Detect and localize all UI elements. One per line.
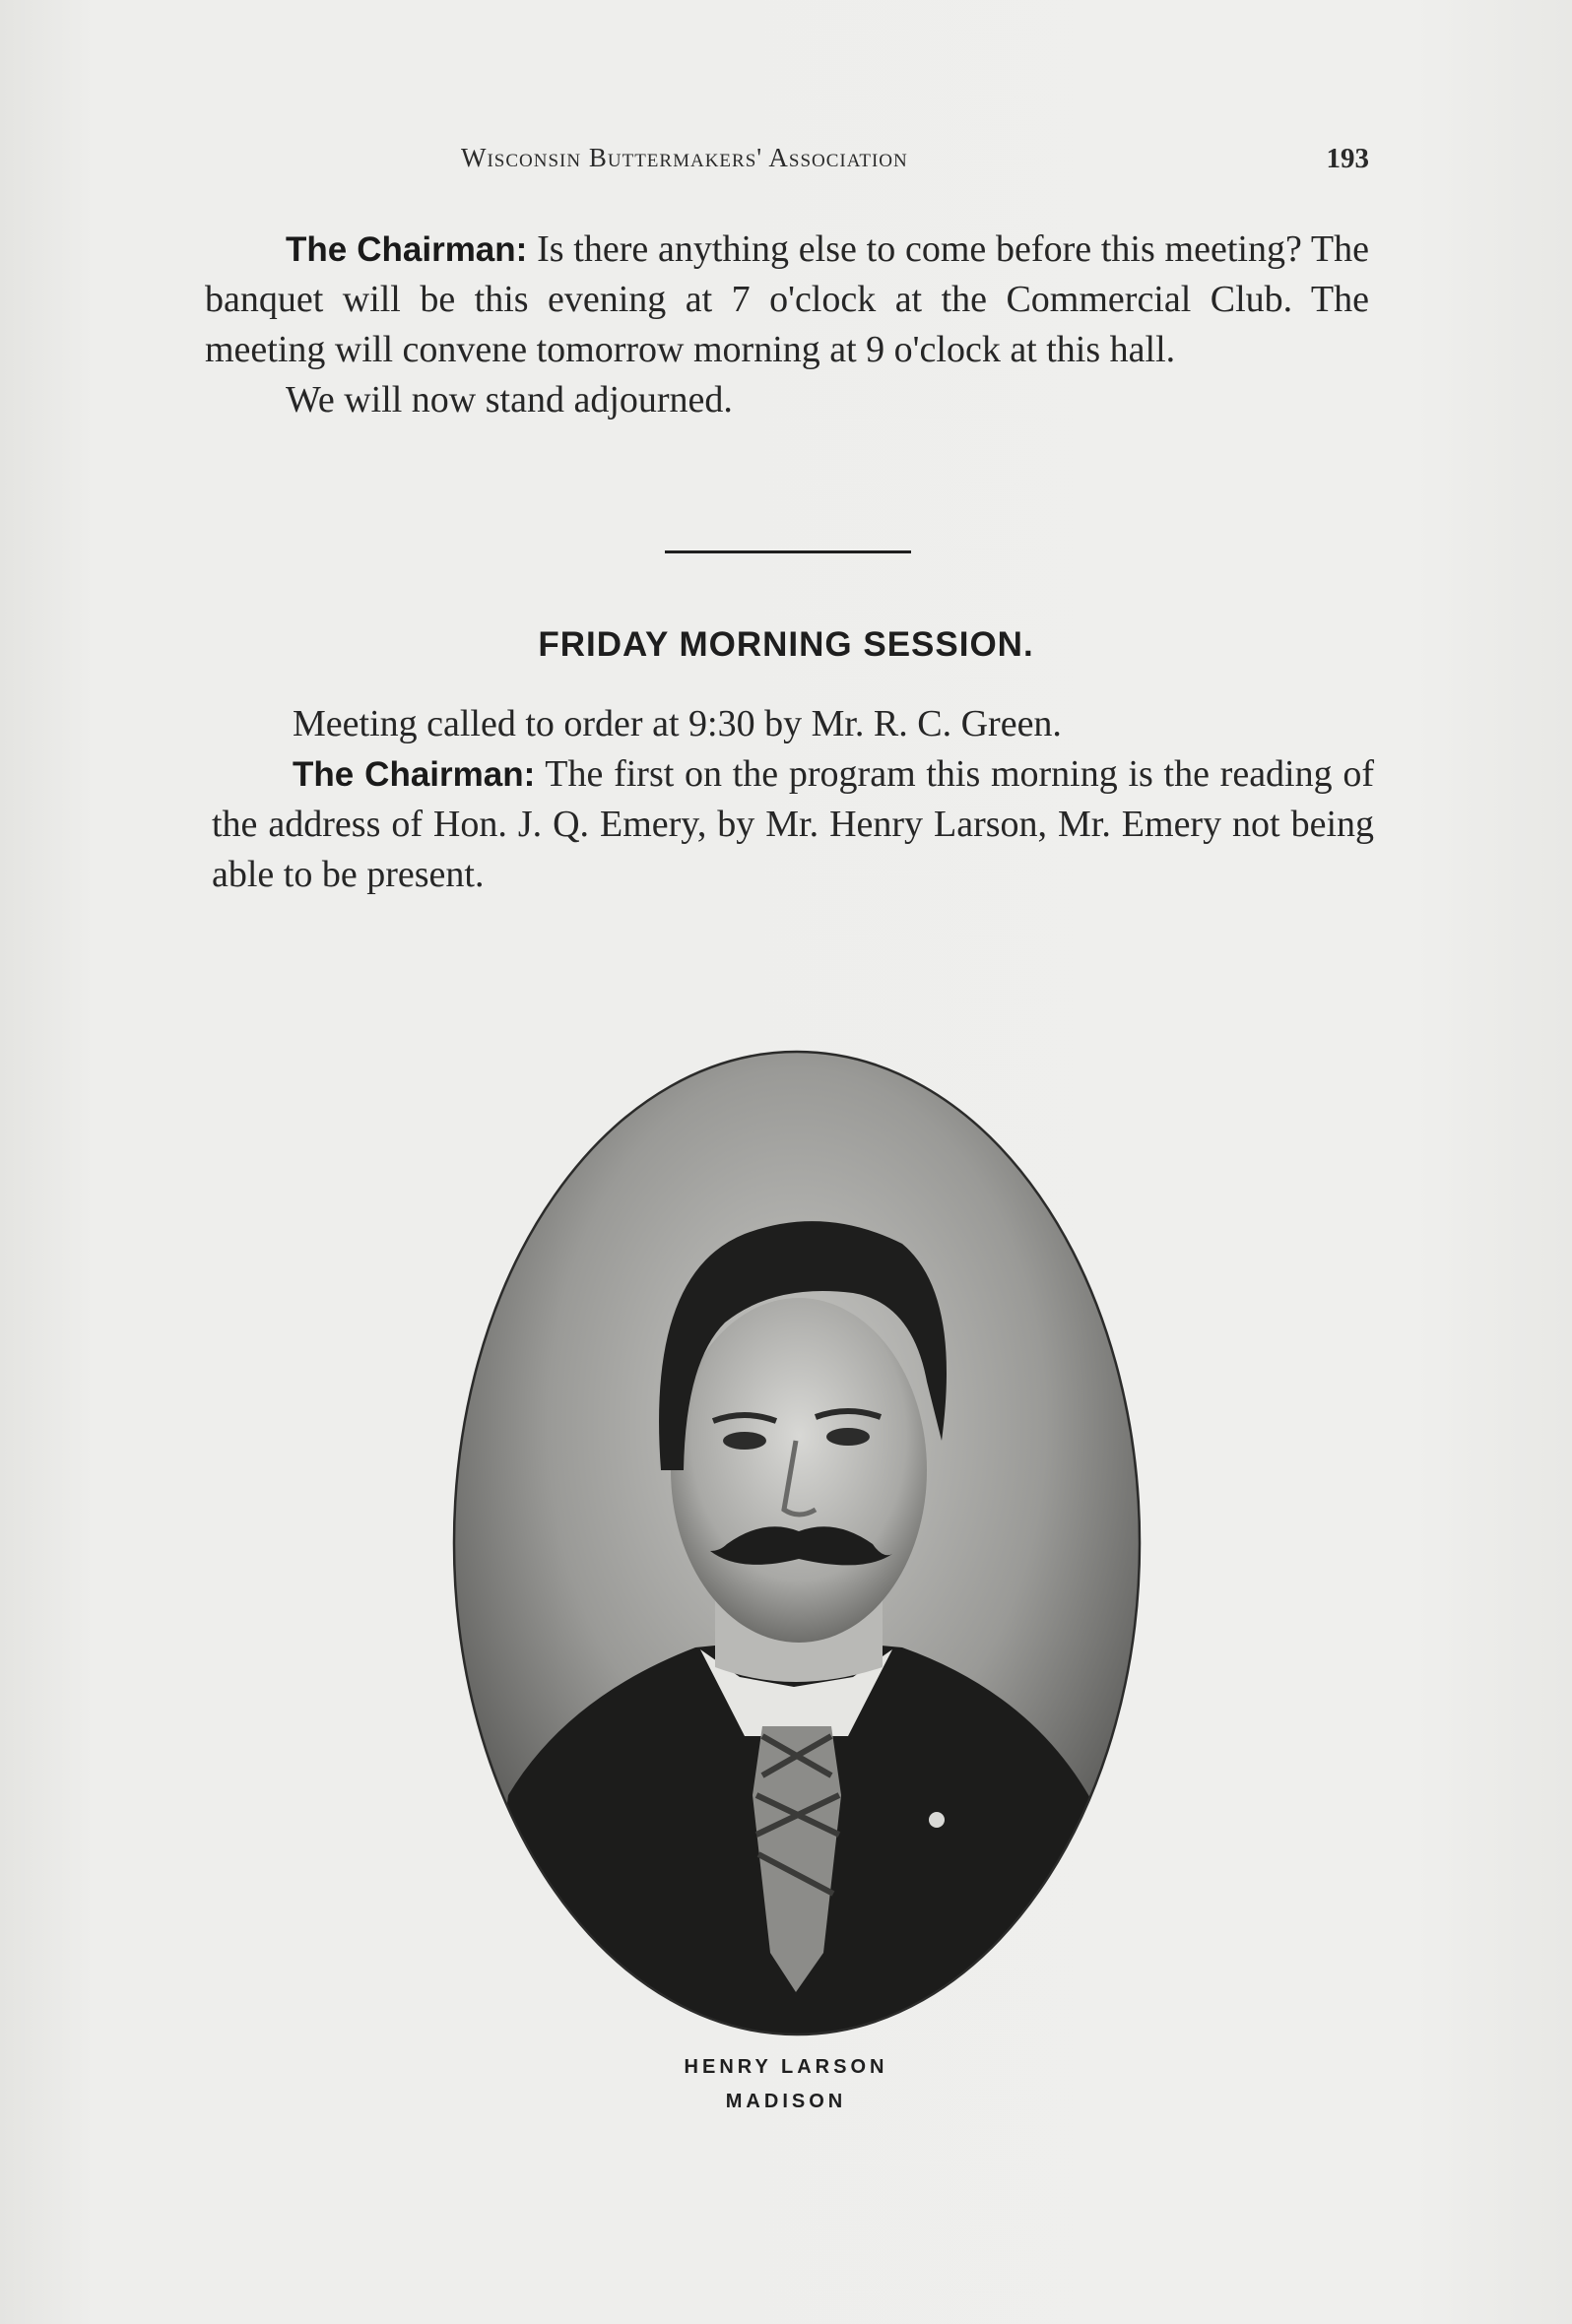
paragraph-text: Meeting called to order at 9:30 by Mr. R. C. Green.: [293, 703, 1062, 744]
portrait-photo: [449, 1047, 1145, 2039]
speaker-label: The Chairman:: [286, 230, 528, 269]
paragraph-text: The first on the program this morning is the reading of the address of Hon. J. Q. Emery, by Mr. Henry Larson, Mr. Emery not being able to be present.: [212, 753, 1374, 895]
paragraph: [212, 699, 1374, 749]
session-heading: FRIDAY MORNING SESSION.: [538, 625, 1034, 664]
portrait-caption-place: MADISON: [725, 2091, 847, 2112]
text-block-friday-morning: [212, 699, 1374, 900]
paragraph-text: We will now stand adjourned.: [286, 379, 733, 420]
paragraph: [205, 375, 1369, 425]
running-head: [207, 143, 1369, 182]
portrait-caption-name: HENRY LARSON: [684, 2056, 888, 2078]
section-divider: [665, 550, 911, 553]
page-number: 193: [1326, 143, 1369, 174]
running-title: Wisconsin Buttermakers' Association: [461, 143, 908, 172]
paragraph-text: Is there anything else to come before this meeting? The banquet will be this evening at 7 o'clock at the Commercial Club. The meeting will convene tomorrow morning at 9 o'clock at this hall.: [205, 228, 1369, 370]
speaker-label: The Chairman:: [293, 755, 536, 794]
paragraph: [212, 749, 1374, 900]
paragraph: [205, 225, 1369, 375]
text-block-chairman-closing: [205, 225, 1369, 425]
